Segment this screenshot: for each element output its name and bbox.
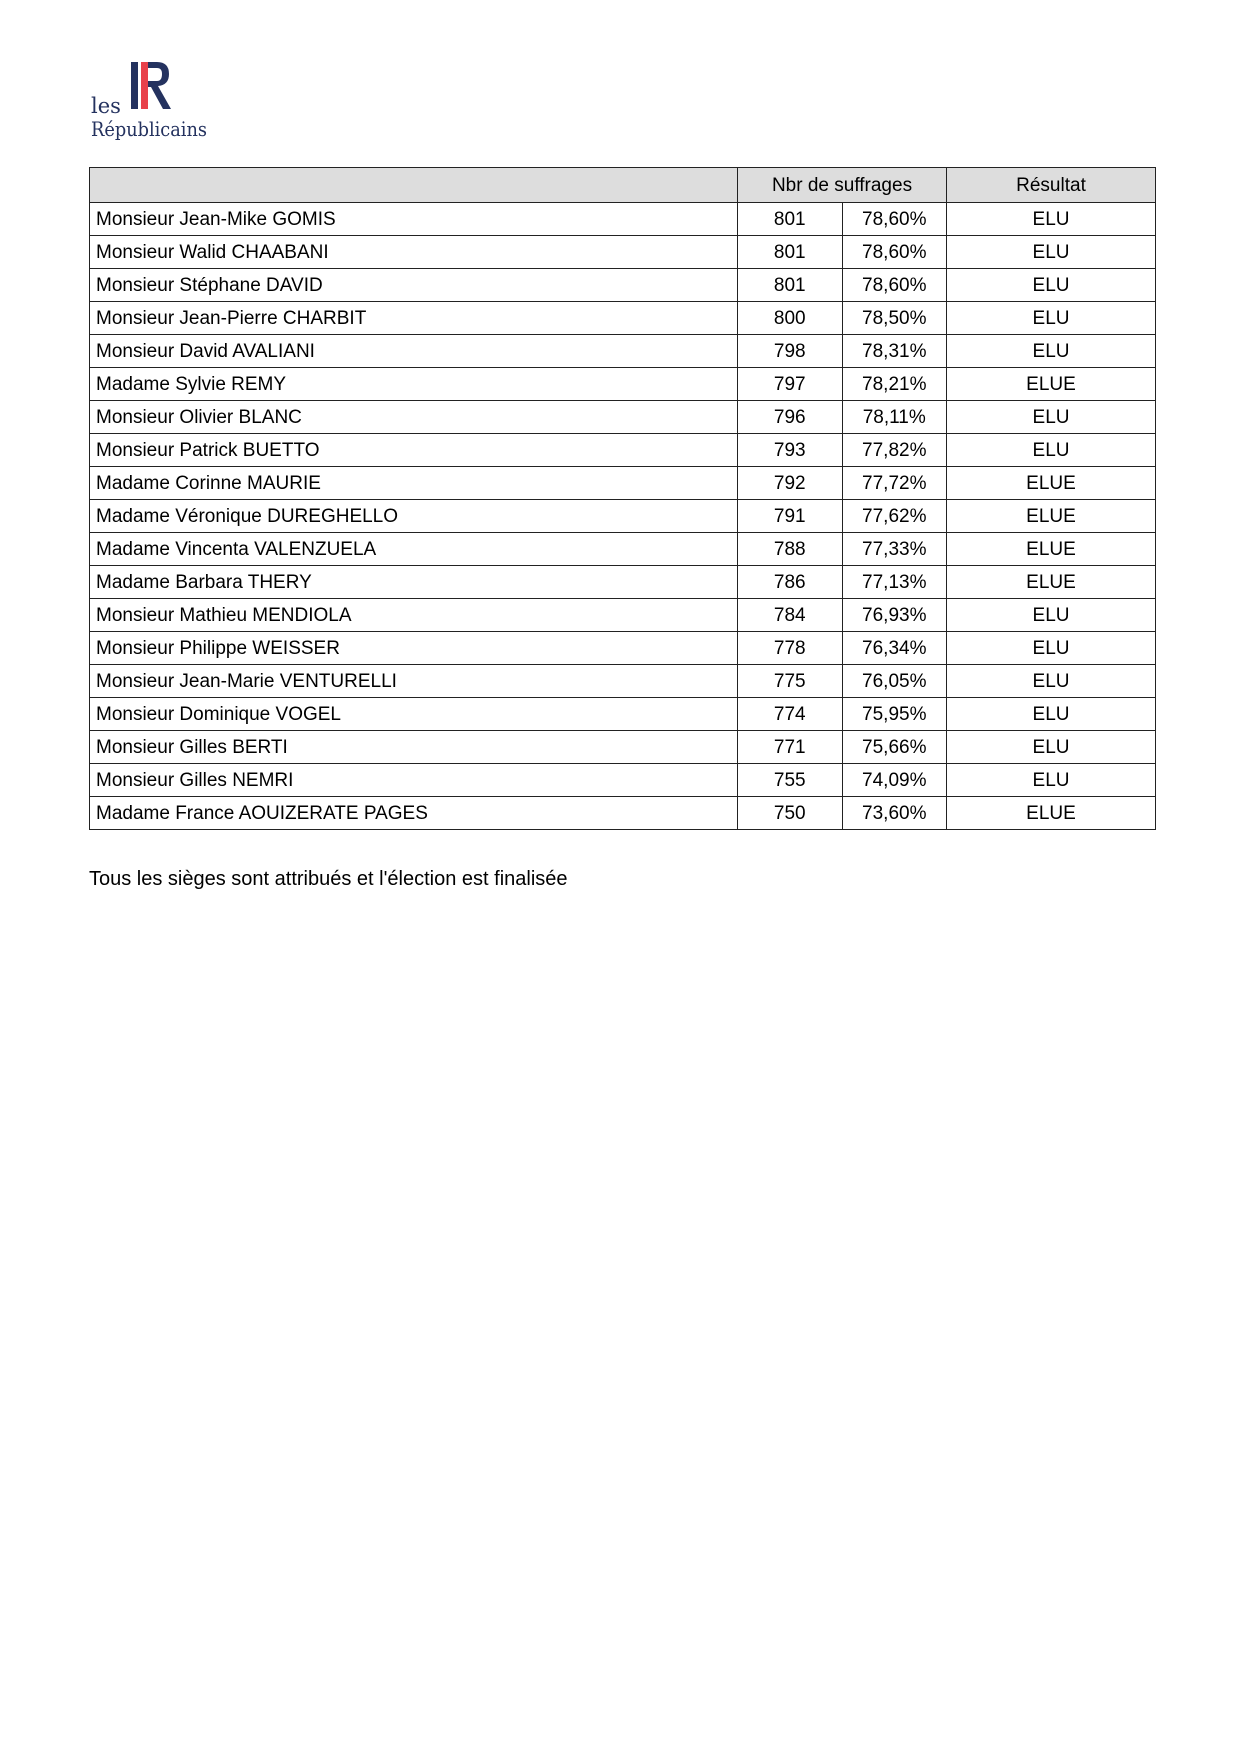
vote-count: 784	[738, 599, 842, 632]
vote-count: 755	[738, 764, 842, 797]
table-row	[90, 500, 1156, 533]
table-row	[90, 566, 1156, 599]
candidate-name: Monsieur Jean-Pierre CHARBIT	[90, 302, 738, 335]
vote-percent: 75,66%	[842, 731, 946, 764]
election-result: ELU	[947, 764, 1156, 797]
candidate-name: Madame France AOUIZERATE PAGES	[90, 797, 738, 830]
candidate-name: Monsieur Stéphane DAVID	[90, 269, 738, 302]
table-header-row	[90, 168, 1156, 203]
election-result: ELU	[947, 302, 1156, 335]
candidate-name: Madame Corinne MAURIE	[90, 467, 738, 500]
results-table	[89, 167, 1156, 830]
candidate-name: Monsieur Walid CHAABANI	[90, 236, 738, 269]
vote-percent: 75,95%	[842, 698, 946, 731]
vote-count: 793	[738, 434, 842, 467]
table-row	[90, 698, 1156, 731]
candidate-name: Monsieur Jean-Marie VENTURELLI	[90, 665, 738, 698]
vote-count: 801	[738, 236, 842, 269]
election-result: ELU	[947, 632, 1156, 665]
vote-count: 778	[738, 632, 842, 665]
header-name	[90, 168, 738, 203]
table-row	[90, 797, 1156, 830]
election-result: ELU	[947, 434, 1156, 467]
vote-count: 788	[738, 533, 842, 566]
candidate-name: Monsieur Jean-Mike GOMIS	[90, 203, 738, 236]
candidate-name: Monsieur David AVALIANI	[90, 335, 738, 368]
election-result: ELU	[947, 698, 1156, 731]
candidate-name: Monsieur Olivier BLANC	[90, 401, 738, 434]
election-result: ELUE	[947, 566, 1156, 599]
table-row	[90, 368, 1156, 401]
election-status-note: Tous les sièges sont attribués et l'élection est finalisée	[89, 868, 568, 890]
table-row	[90, 632, 1156, 665]
candidate-name: Monsieur Philippe WEISSER	[90, 632, 738, 665]
election-result: ELU	[947, 665, 1156, 698]
candidate-name: Madame Véronique DUREGHELLO	[90, 500, 738, 533]
table-row	[90, 731, 1156, 764]
table-row	[90, 269, 1156, 302]
vote-percent: 76,05%	[842, 665, 946, 698]
logo-text-republicains: Républicains	[91, 117, 207, 141]
table-row	[90, 401, 1156, 434]
candidate-name: Madame Sylvie REMY	[90, 368, 738, 401]
candidate-name: Monsieur Dominique VOGEL	[90, 698, 738, 731]
vote-percent: 76,34%	[842, 632, 946, 665]
vote-count: 797	[738, 368, 842, 401]
table-row	[90, 533, 1156, 566]
table-row	[90, 665, 1156, 698]
table-row	[90, 467, 1156, 500]
table-row	[90, 335, 1156, 368]
vote-percent: 76,93%	[842, 599, 946, 632]
vote-percent: 77,33%	[842, 533, 946, 566]
vote-count: 791	[738, 500, 842, 533]
vote-count: 798	[738, 335, 842, 368]
lr-logo-graphic	[91, 60, 221, 150]
vote-count: 786	[738, 566, 842, 599]
election-result: ELUE	[947, 797, 1156, 830]
vote-count: 801	[738, 269, 842, 302]
vote-percent: 78,60%	[842, 236, 946, 269]
election-result: ELU	[947, 731, 1156, 764]
table-row	[90, 203, 1156, 236]
vote-count: 775	[738, 665, 842, 698]
logo-l-stem	[131, 62, 138, 109]
election-result: ELU	[947, 236, 1156, 269]
vote-percent: 78,60%	[842, 269, 946, 302]
candidate-name: Monsieur Mathieu MENDIOLA	[90, 599, 738, 632]
candidate-name: Madame Vincenta VALENZUELA	[90, 533, 738, 566]
vote-percent: 78,31%	[842, 335, 946, 368]
election-result: ELU	[947, 335, 1156, 368]
vote-count: 796	[738, 401, 842, 434]
header-votes: Nbr de suffrages	[738, 168, 947, 203]
table-row	[90, 599, 1156, 632]
election-result: ELUE	[947, 368, 1156, 401]
vote-percent: 78,60%	[842, 203, 946, 236]
vote-percent: 74,09%	[842, 764, 946, 797]
logo-r-bowl	[148, 62, 171, 109]
vote-percent: 73,60%	[842, 797, 946, 830]
election-result: ELUE	[947, 533, 1156, 566]
election-result: ELU	[947, 203, 1156, 236]
candidate-name: Monsieur Gilles BERTI	[90, 731, 738, 764]
election-result: ELU	[947, 599, 1156, 632]
vote-percent: 77,72%	[842, 467, 946, 500]
vote-count: 774	[738, 698, 842, 731]
vote-percent: 78,50%	[842, 302, 946, 335]
table-row	[90, 236, 1156, 269]
election-result: ELU	[947, 269, 1156, 302]
vote-count: 750	[738, 797, 842, 830]
les-republicains-logo	[91, 60, 221, 150]
vote-count: 801	[738, 203, 842, 236]
logo-r-stem	[141, 62, 148, 109]
table-row	[90, 764, 1156, 797]
vote-count: 771	[738, 731, 842, 764]
table-row	[90, 302, 1156, 335]
election-result: ELUE	[947, 500, 1156, 533]
table-body	[90, 203, 1156, 830]
vote-count: 792	[738, 467, 842, 500]
candidate-name: Monsieur Patrick BUETTO	[90, 434, 738, 467]
candidate-name: Madame Barbara THERY	[90, 566, 738, 599]
vote-count: 800	[738, 302, 842, 335]
header-result: Résultat	[947, 168, 1156, 203]
logo-text-les: les	[91, 94, 121, 118]
vote-percent: 78,11%	[842, 401, 946, 434]
table-row	[90, 434, 1156, 467]
vote-percent: 77,62%	[842, 500, 946, 533]
candidate-name: Monsieur Gilles NEMRI	[90, 764, 738, 797]
vote-percent: 78,21%	[842, 368, 946, 401]
election-result: ELU	[947, 401, 1156, 434]
vote-percent: 77,82%	[842, 434, 946, 467]
election-result: ELUE	[947, 467, 1156, 500]
vote-percent: 77,13%	[842, 566, 946, 599]
